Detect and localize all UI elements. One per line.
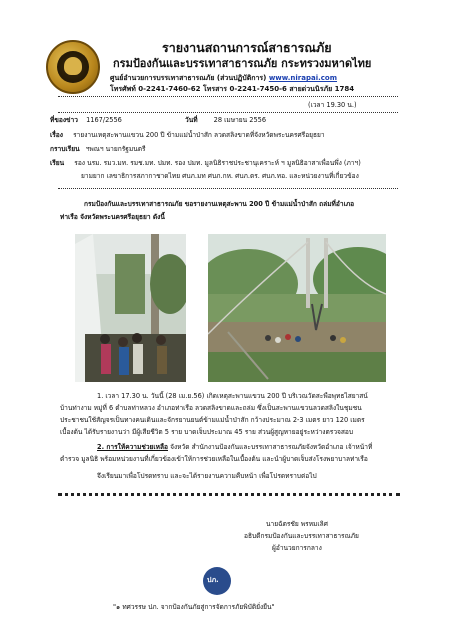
- center-url[interactable]: www.nirapai.com: [268, 74, 338, 82]
- para2-line-2: ตำรวจ มูลนิธิ พร้อมหน่วยงานที่เกี่ยวข้องเข้าให้การช่วยเหลือในเบื้องต้น และนำผู้บาดเจ็บส่งโรงพยาบาลท่าเรือ: [60, 455, 368, 463]
- header-divider: [58, 96, 398, 97]
- ministry-seal-icon: [46, 40, 100, 94]
- memo-cc-row: [50, 159, 361, 169]
- para1-line-2: บ้านท่างาม หมู่ที่ 6 ตำบลท่าหลวง อำเภอท่าเรือ ลวดสลิงขาดและถล่ม ซึ่งเป็นสะพานแขวนลวดสลิงในชุมชน: [60, 404, 362, 412]
- body-divider: [58, 188, 398, 189]
- agency-logo-icon: [203, 567, 231, 595]
- memo-to-row: [50, 145, 146, 155]
- date-label: วันที่: [185, 116, 198, 124]
- para1-line-3: ประชาชนใช้สัญจรเป็นทางคนเดินและจักรยานยนต์ข้ามแม่น้ำป่าสัก กว้างประมาณ 2-3 เมตร ยาว 120 เมตร: [60, 416, 365, 424]
- para2-line-1: [97, 443, 372, 453]
- agency-logo-text: ปภ.: [207, 576, 219, 584]
- to-value: ฯพณฯ นายกรัฐมนตรี: [85, 145, 146, 153]
- subject-value: รายงานเหตุสะพานแขวน 200 ปี ข้ามแม่น้ำป่าสัก ลวดสลิงขาดที่จังหวัดพระนครศรีอยุธยา: [73, 131, 325, 139]
- para1-line-4: เบื้องต้น ได้รับรายงานว่า มีผู้เสียชีวิต 5 ราย บาดเจ็บประมาณ 45 ราย ส่วนผู้สูญหายอยู่ระหว่างตรวจสอบ: [60, 428, 354, 436]
- number-label: ที่ของข่าว: [50, 116, 78, 124]
- department-name: กรมป้องกันและบรรเทาสาธารณภัย กระทรวงมหาดไทย: [113, 57, 372, 70]
- closing-line: จึงเรียนมาเพื่อโปรดทราบ และจะได้รายงานความคืบหน้า เพื่อโปรดทราบต่อไป: [97, 472, 317, 480]
- memo-divider: [58, 112, 398, 113]
- memo-date-row: [185, 116, 266, 126]
- rescue-crowd-photo: [75, 234, 186, 382]
- number-value: 1167/2556: [86, 116, 122, 124]
- subject-label: เรื่อง: [50, 131, 63, 139]
- signatory-position: อธิบดีกรมป้องกันและบรรเทาสาธารณภัย: [244, 532, 359, 540]
- date-value: 28 เมษายน 2556: [213, 116, 267, 124]
- footer-slogan: "๑ ทศวรรษ ปภ. จากป้องกันภัยสู่การจัดการภัยพิบัติยั่งยืน": [113, 603, 275, 611]
- intro-line-1: กรมป้องกันและบรรเทาสาธารณภัย ขอรายงานเหตุสะพาน 200 ปี ข้ามแม่น้ำป่าสัก ถล่มที่อำเภอ: [84, 200, 355, 208]
- report-time: (เวลา 19.30 น.): [308, 101, 357, 109]
- cc-line-2: ยามยาก เลขาธิการสภากาชาดไทย ศบภ.มท ศบภ.กห. ศบภ.ตร. ศบภ.ทอ. และหน่วยงานที่เกี่ยวข้อง: [81, 172, 359, 180]
- report-title: รายงานสถานการณ์สาธารณภัย: [162, 40, 332, 55]
- memo-subject-row: [50, 131, 325, 141]
- center-line: [110, 73, 337, 84]
- memo-number-row: [50, 116, 122, 126]
- to-label: กราบเรียน: [50, 145, 80, 153]
- signatory-name: นายฉัตรชัย พรหมเลิศ: [266, 520, 328, 528]
- contact-phone-line: โทรศัพท์ 0-2241-7460-62 โทรสาร 0-2241-7450-6 สายด่วนนิรภัย 1784: [110, 85, 355, 93]
- para2-text: จังหวัด สำนักงานป้องกันและบรรเทาสาธารณภัยจังหวัดอำเภอ เจ้าหน้าที่: [168, 443, 373, 451]
- center-name: ศูนย์อำนวยการบรรเทาสาธารณภัย (ส่วนปฏิบัติการ): [110, 74, 267, 82]
- para1-line-1: 1. เวลา 17.30 น. วันนี้ (28 เม.ย.56) เกิดเหตุสะพานแขวน 200 ปี บริเวณวัดสะพือพุทธไสยาสน์: [97, 392, 368, 400]
- cc-label: เรียน: [50, 159, 65, 167]
- collapsed-bridge-photo: [208, 234, 386, 382]
- signatory-role: ผู้อำนวยการกลาง: [272, 544, 322, 552]
- intro-line-2: ท่าเรือ จังหวัดพระนครศรีอยุธยา ดังนี้: [60, 213, 165, 221]
- cc-line-1: รอง นรม. รมว.มท. รมช.มท. ปมท. รอง ปมท. มูลนิธิราชประชานุเคราะห์ ฯ มูลนิธิอาสาเพื่อนพึ่ง (ภาฯ): [74, 159, 361, 167]
- para2-heading: 2. การให้ความช่วยเหลือ: [97, 443, 168, 451]
- signature-divider: [58, 493, 400, 496]
